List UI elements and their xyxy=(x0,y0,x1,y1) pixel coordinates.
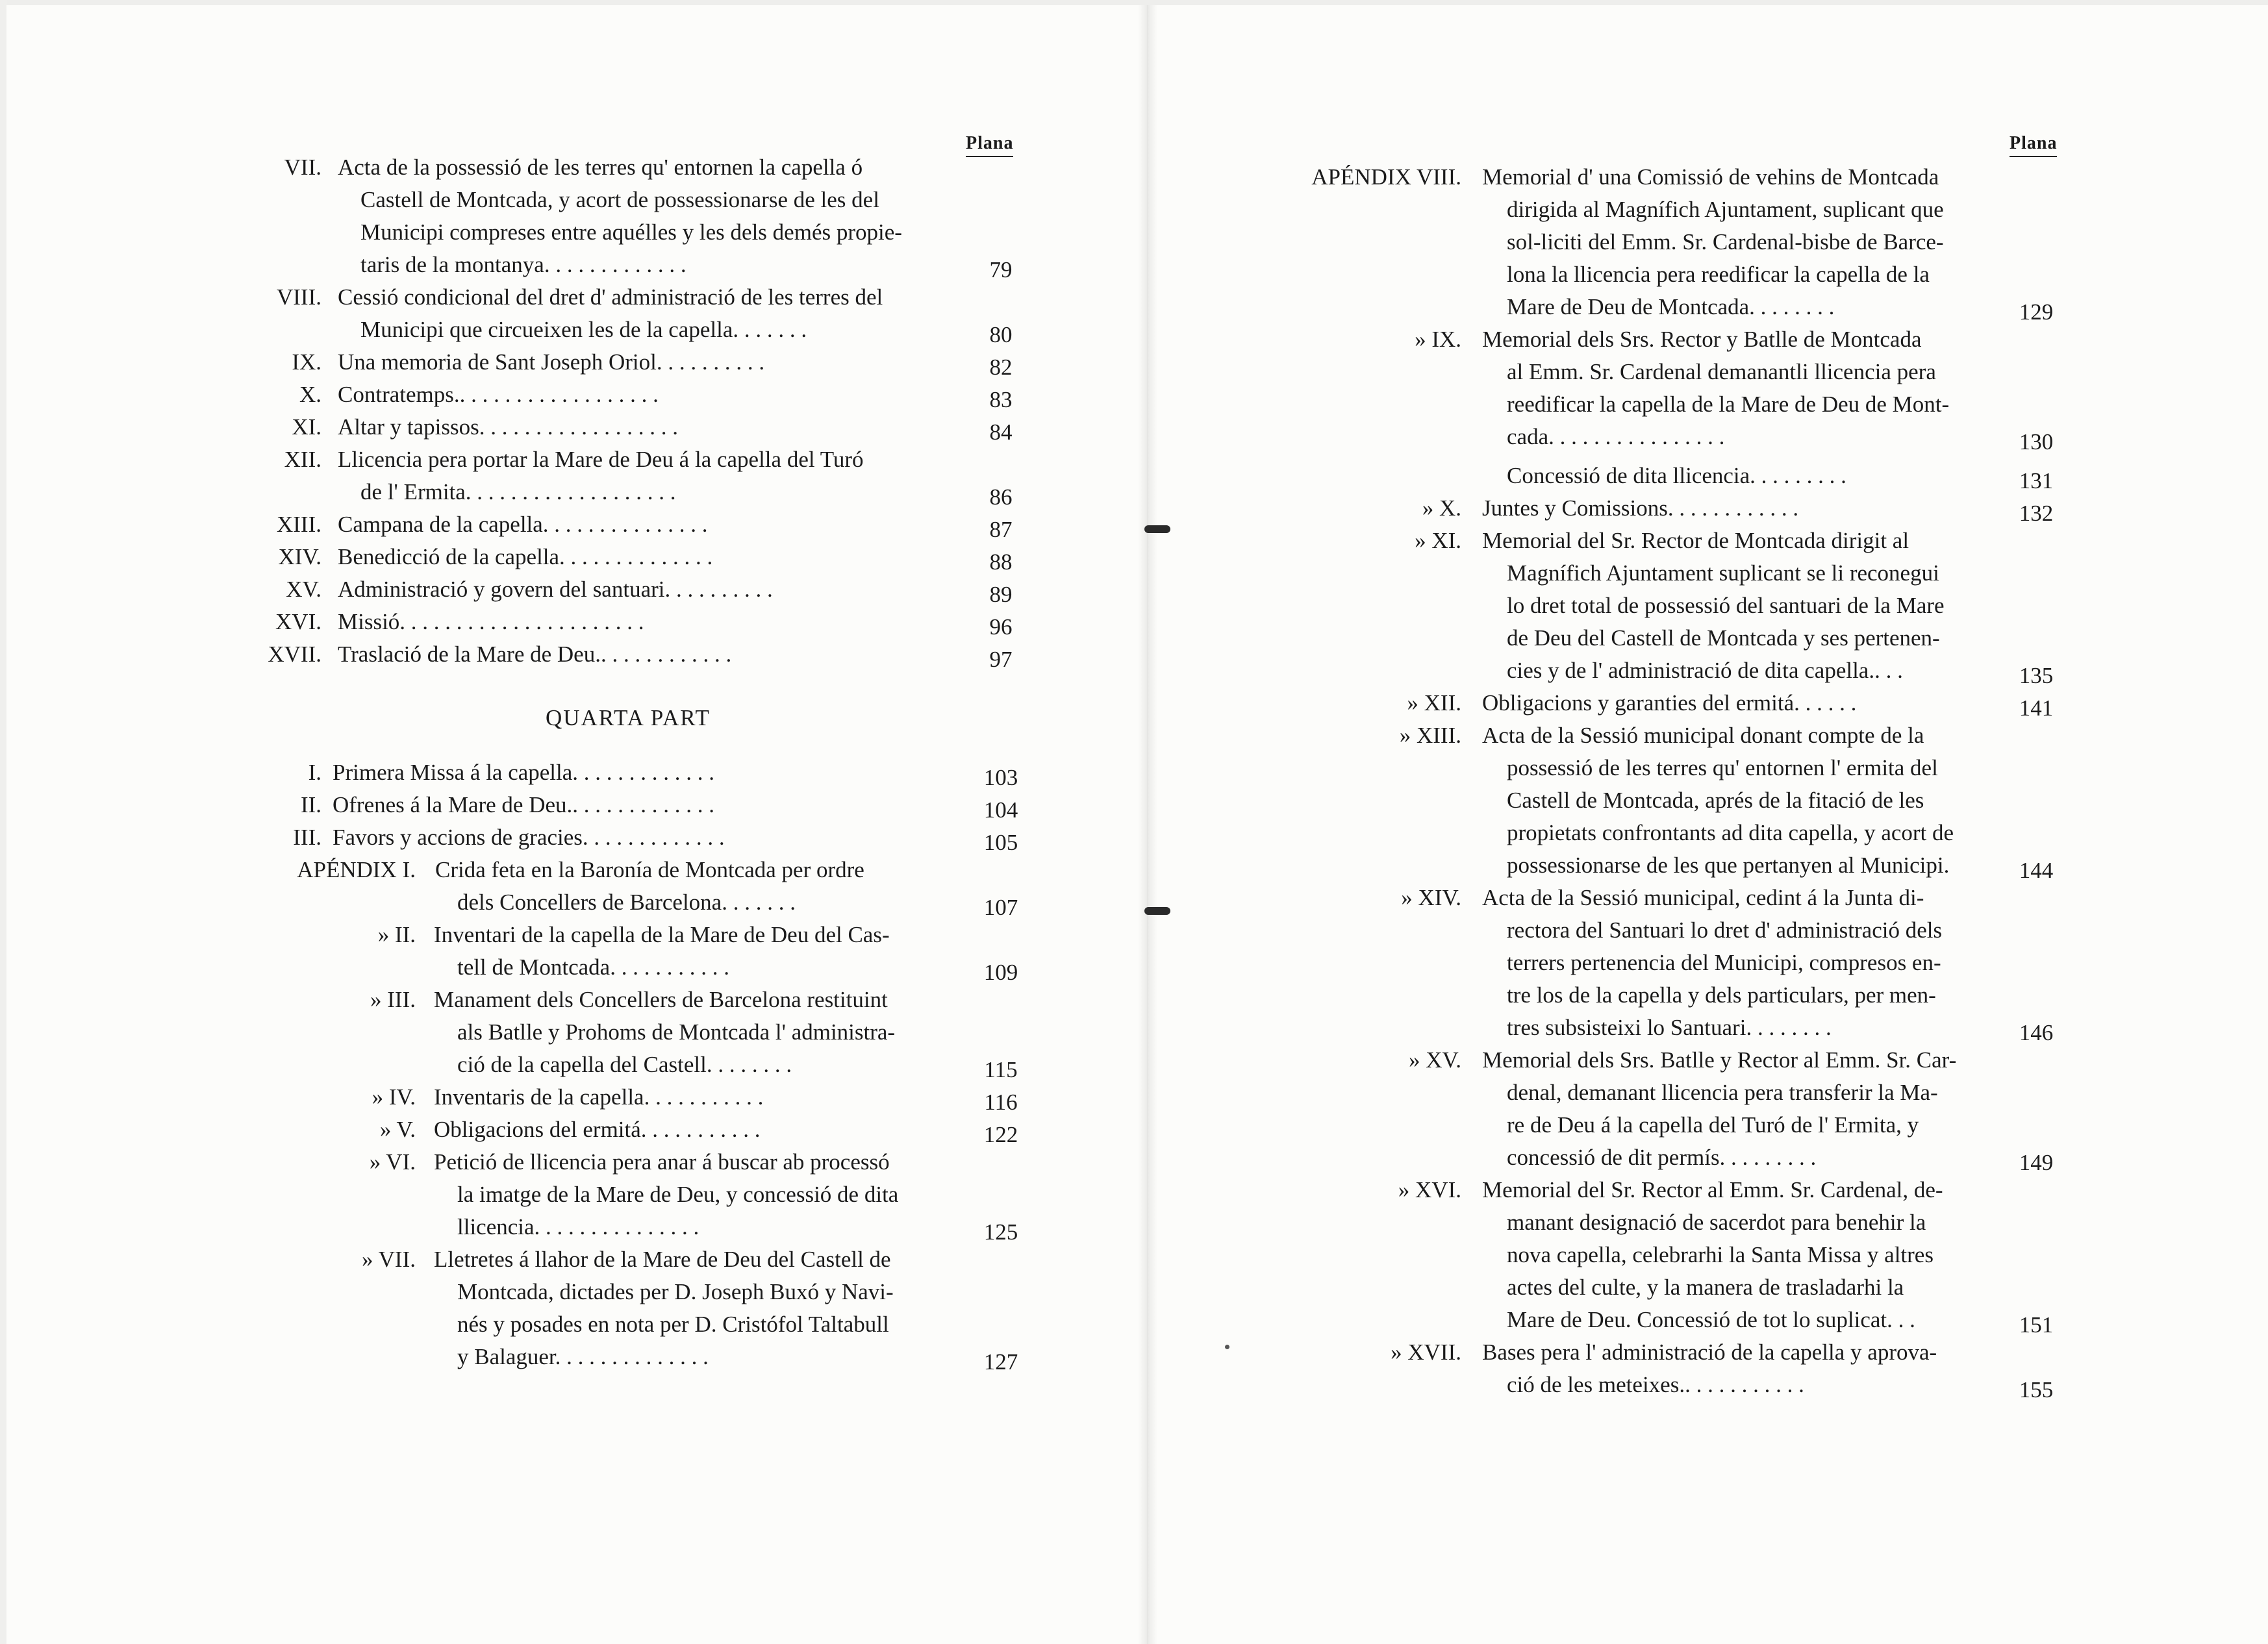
entry-text: re de Deu á la capella del Turó de l' Ermita, y xyxy=(1507,1112,1919,1138)
page-number: 129 xyxy=(2019,299,2054,325)
entry-text: dels Concellers de Barcelona. . . . . . . xyxy=(457,890,796,915)
entry-text: Memorial dels Srs. Batlle y Rector al Emm. Sr. Car- xyxy=(1482,1047,1957,1073)
entry-text: ció de la capella del Castell. . . . . . . . xyxy=(457,1052,792,1077)
entry-number: III. xyxy=(293,825,321,850)
page-column-header-right: Plana xyxy=(2010,133,2057,157)
entry-number: » XIV. xyxy=(1401,885,1461,910)
page-number: 80 xyxy=(989,322,1013,347)
entry-text: Castell de Montcada, y acort de possessionarse de les del xyxy=(360,187,879,212)
page-number: 105 xyxy=(983,830,1018,855)
entry-number: » XI. xyxy=(1415,528,1461,553)
entry-number: » XVI. xyxy=(1398,1177,1461,1202)
entry-number: XII. xyxy=(284,447,321,472)
entry-number: XVII. xyxy=(268,641,321,667)
entry-text: reedificar la capella de la Mare de Deu de Mont- xyxy=(1507,392,1950,417)
entry-text: Memorial dels Srs. Rector y Batlle de Montcada xyxy=(1482,327,1922,352)
page-number: 130 xyxy=(2019,429,2054,455)
entry-text: Petició de llicencia pera anar á buscar ab processó xyxy=(434,1149,890,1175)
entry-text: Bases pera l' administració de la capella y aprova- xyxy=(1482,1339,1937,1365)
entry-number: VII. xyxy=(284,155,321,180)
entry-number: » VI. xyxy=(369,1149,416,1175)
entry-number: » II. xyxy=(377,922,416,947)
entry-text: Acta de la Sessió municipal, cedint á la Junta di- xyxy=(1482,885,1924,910)
entry-number: XI. xyxy=(292,414,321,440)
entry-number: » XII. xyxy=(1407,690,1461,716)
page-number: 141 xyxy=(2019,695,2054,721)
entry-text: Obligacions y garanties del ermitá. . . . . . xyxy=(1482,690,1857,716)
binding-staple-mark xyxy=(1144,525,1170,533)
entry-text: Mare de Deu. Concessió de tot lo suplicat. . . xyxy=(1507,1307,1915,1332)
entry-number: » VII. xyxy=(362,1247,416,1272)
page-number: 96 xyxy=(989,614,1013,640)
entry-text: Juntes y Comissions. . . . . . . . . . . . xyxy=(1482,495,1799,521)
entry-number: » XV. xyxy=(1408,1047,1461,1073)
entry-number: X. xyxy=(299,382,321,407)
entry-text: Mare de Deu de Montcada. . . . . . . . xyxy=(1507,294,1835,319)
entry-number: I. xyxy=(308,760,321,785)
paper-speck xyxy=(1225,1345,1229,1349)
page-number: 89 xyxy=(989,582,1013,607)
entry-number: » IV. xyxy=(372,1084,416,1110)
page-number: 149 xyxy=(2019,1150,2054,1175)
entry-number: » IX. xyxy=(1415,327,1461,352)
page-number: 97 xyxy=(989,647,1013,672)
entry-number: XIII. xyxy=(277,512,321,537)
entry-text: Memorial d' una Comissió de vehins de Montcada xyxy=(1482,164,1939,190)
entry-text: rectora del Santuari lo dret d' administració dels xyxy=(1507,917,1943,943)
entry-text: manant designació de sacerdot para benehir la xyxy=(1507,1210,1926,1235)
page-number: 107 xyxy=(983,895,1018,920)
entry-text: nés y posades en nota per D. Cristófol Taltabull xyxy=(457,1312,889,1337)
page-number: 116 xyxy=(984,1090,1018,1115)
entry-text: taris de la montanya. . . . . . . . . . . . . xyxy=(360,252,687,277)
page-number: 144 xyxy=(2019,858,2054,883)
entry-text: Acta de la possessió de les terres qu' entornen la capella ó xyxy=(338,155,863,180)
entry-text: Cessió condicional del dret d' administració de les terres del xyxy=(338,284,883,310)
entry-text: Municipi compreses entre aquélles y les dels demés propie- xyxy=(360,219,902,245)
page-number: 131 xyxy=(2019,468,2054,493)
entry-text: Favors y accions de gracies. . . . . . . . . . . . . xyxy=(333,825,725,850)
entry-text: Altar y tapissos. . . . . . . . . . . . . . . . . . xyxy=(338,414,679,440)
entry-text: tre los de la capella y dels particulars, per men- xyxy=(1507,982,1936,1008)
entry-text: Memorial del Sr. Rector de Montcada dirigit al xyxy=(1482,528,1909,553)
page-number: 135 xyxy=(2019,663,2054,688)
entry-text: denal, demanant llicencia pera transferir la Ma- xyxy=(1507,1080,1938,1105)
entry-text: Memorial del Sr. Rector al Emm. Sr. Cardenal, de- xyxy=(1482,1177,1943,1202)
entry-number: » XVII. xyxy=(1391,1339,1461,1365)
entry-number: XIV. xyxy=(278,544,321,569)
entry-text: Crida feta en la Baronía de Montcada per ordre xyxy=(435,857,864,882)
entry-text: la imatge de la Mare de Deu, y concessió de dita xyxy=(457,1182,899,1207)
entry-text: nova capella, celebrarhi la Santa Missa y altres xyxy=(1507,1242,1934,1267)
binding-staple-mark xyxy=(1144,907,1170,915)
entry-text: Montcada, dictades per D. Joseph Buxó y Navi- xyxy=(457,1279,894,1304)
entry-text: als Batlle y Prohoms de Montcada l' administra- xyxy=(457,1019,896,1045)
entry-number: » XIII. xyxy=(1399,723,1461,748)
page-number: 103 xyxy=(983,765,1018,790)
entry-text: terrers pertenencia del Municipi, compresos en- xyxy=(1507,950,1941,975)
entry-text: cada. . . . . . . . . . . . . . . . xyxy=(1507,424,1725,449)
entry-text: Inventaris de la capella. . . . . . . . . . . xyxy=(434,1084,764,1110)
entry-text: Benedicció de la capella. . . . . . . . . . . . . . xyxy=(338,544,713,569)
page-number: 109 xyxy=(983,960,1018,985)
page-number: 88 xyxy=(989,549,1013,575)
entry-number: XV. xyxy=(286,577,321,602)
entry-text: Municipi que circueixen les de la capella. . . . . . . xyxy=(360,317,807,342)
page-number: 122 xyxy=(983,1122,1018,1147)
entry-text: Traslació de la Mare de Deu.. . . . . . . . . . . . xyxy=(338,641,732,667)
page-number: 125 xyxy=(983,1219,1018,1245)
entry-number: IX. xyxy=(292,349,321,375)
page-number: 86 xyxy=(989,484,1013,510)
entry-text: Manament dels Concellers de Barcelona restituint xyxy=(434,987,888,1012)
entry-number: » V. xyxy=(379,1117,416,1142)
entry-text: possessionarse de les que pertanyen al Municipi. xyxy=(1507,853,1950,878)
page-number: 84 xyxy=(989,419,1013,445)
entry-number: APÉNDIX I. xyxy=(297,857,416,882)
entry-text: de l' Ermita. . . . . . . . . . . . . . . . . . . xyxy=(360,479,676,504)
entry-text: dirigida al Magnífich Ajuntament, suplicant que xyxy=(1507,197,1944,222)
entry-text: tell de Montcada. . . . . . . . . . . xyxy=(457,954,729,980)
entry-text: possessió de les terres qu' entornen l' ermita del xyxy=(1507,755,1938,780)
page-number: 146 xyxy=(2019,1020,2054,1045)
page-number: 87 xyxy=(989,517,1013,542)
entry-text: llicencia. . . . . . . . . . . . . . . xyxy=(457,1214,699,1239)
section-title-quarta-part: QUARTA PART xyxy=(546,705,711,730)
entry-number: II. xyxy=(300,792,321,817)
page-number: 127 xyxy=(983,1349,1018,1375)
entry-number: » III. xyxy=(370,987,416,1012)
entry-text: lona la llicencia pera reedificar la capella de la xyxy=(1507,262,1930,287)
entry-text: Inventari de la capella de la Mare de Deu del Cas- xyxy=(434,922,890,947)
entry-text: Llicencia pera portar la Mare de Deu á la capella del Turó xyxy=(338,447,864,472)
entry-text: Una memoria de Sant Joseph Oriol. . . . . . . . . . xyxy=(338,349,765,375)
entry-text: Obligacions del ermitá. . . . . . . . . . . xyxy=(434,1117,761,1142)
entry-number: VIII. xyxy=(277,284,321,310)
page-number: 132 xyxy=(2019,501,2054,526)
entry-number: » X. xyxy=(1422,495,1461,521)
entry-text: ció de les meteixes.. . . . . . . . . . . xyxy=(1507,1372,1804,1397)
entry-text: Concessió de dita llicencia. . . . . . . . . xyxy=(1507,463,1846,488)
entry-text: y Balaguer. . . . . . . . . . . . . . xyxy=(457,1344,709,1369)
entry-number: XVI. xyxy=(275,609,321,634)
entry-text: Acta de la Sessió municipal donant compte de la xyxy=(1482,723,1924,748)
entry-text: tres subsisteixi lo Santuari. . . . . . . . xyxy=(1507,1015,1832,1040)
entry-text: cies y de l' administració de dita capella.. . . xyxy=(1507,658,1903,683)
page-number: 82 xyxy=(989,355,1013,380)
entry-text: sol-liciti del Emm. Sr. Cardenal-bisbe de Barce- xyxy=(1507,229,1944,255)
entry-text: Contratemps.. . . . . . . . . . . . . . . . . . xyxy=(338,382,659,407)
page-column-header-left: Plana xyxy=(966,133,1013,157)
page-number: 115 xyxy=(984,1057,1018,1082)
entry-text: Administració y govern del santuari. . . . . . . . . . xyxy=(338,577,773,602)
page-number: 79 xyxy=(989,257,1013,282)
entry-text: al Emm. Sr. Cardenal demanantli llicencia pera xyxy=(1507,359,1936,384)
entry-text: Campana de la capella. . . . . . . . . . . . . . . xyxy=(338,512,708,537)
entry-text: concessió de dit permís. . . . . . . . . xyxy=(1507,1145,1817,1170)
page-number: 151 xyxy=(2019,1312,2054,1338)
entry-text: Castell de Montcada, aprés de la fitació de les xyxy=(1507,788,1924,813)
entry-text: Missió. . . . . . . . . . . . . . . . . . . . . . xyxy=(338,609,644,634)
entry-text: lo dret total de possessió del santuari de la Mare xyxy=(1507,593,1945,618)
entry-number: APÉNDIX VIII. xyxy=(1311,164,1461,190)
entry-text: de Deu del Castell de Montcada y ses pertenen- xyxy=(1507,625,1940,651)
entry-text: Ofrenes á la Mare de Deu.. . . . . . . . . . . . . xyxy=(333,792,715,817)
entry-text: Lletretes á llahor de la Mare de Deu del Castell de xyxy=(434,1247,891,1272)
page-number: 155 xyxy=(2019,1377,2054,1402)
page-number: 83 xyxy=(989,387,1013,412)
entry-text: propietats confrontants ad dita capella, y acort de xyxy=(1507,820,1954,845)
entry-text: Magnífich Ajuntament suplicant se li reconegui xyxy=(1507,560,1939,586)
page-number: 104 xyxy=(983,797,1018,823)
entry-text: Primera Missa á la capella. . . . . . . . . . . . . xyxy=(333,760,715,785)
entry-text: actes del culte, y la manera de trasladarhi la xyxy=(1507,1275,1904,1300)
